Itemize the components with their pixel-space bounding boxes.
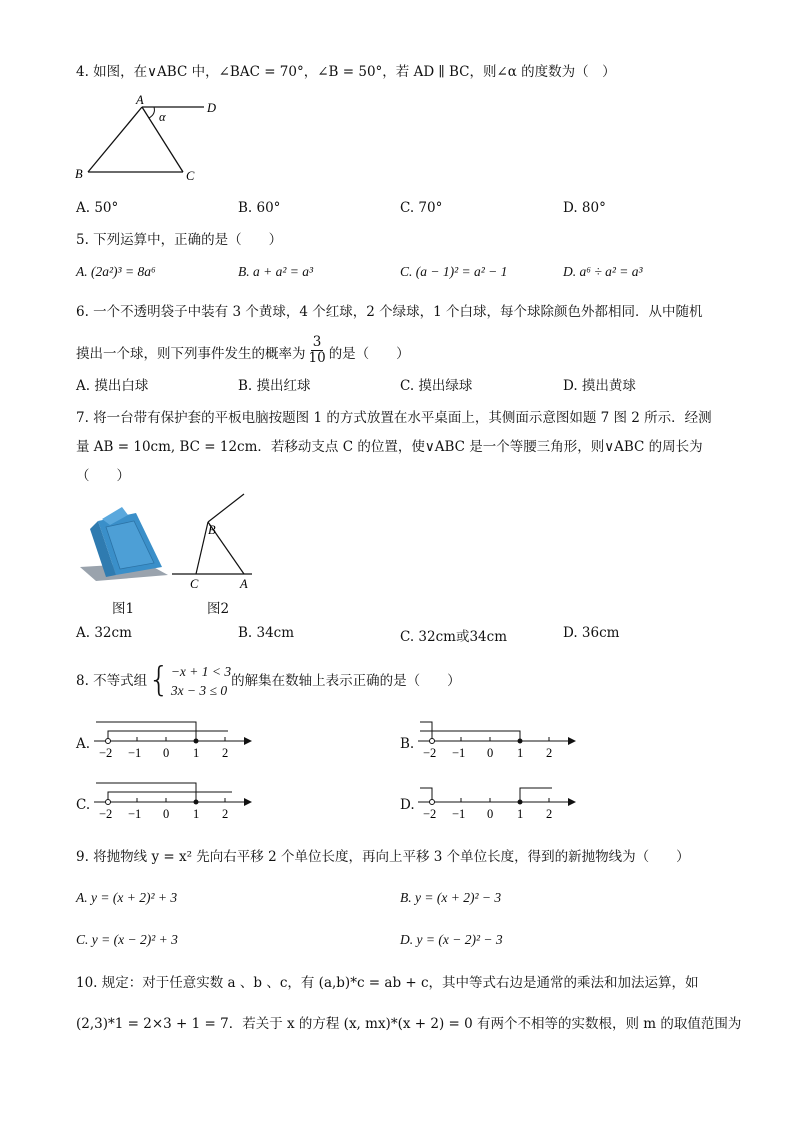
q8c-closed-dot xyxy=(194,800,199,805)
q10-line1: 10. 规定：对于任意实数 a 、b 、c，有 (a,b)*c = ab + c，其中等式右边是通常的乘法和加法运算，如 xyxy=(76,975,699,991)
q8-option-a-letter[interactable]: A. xyxy=(76,736,91,752)
q7-tablet-extension xyxy=(208,494,244,522)
q8c-open-dot xyxy=(106,800,111,805)
q8a-label-1: 1 xyxy=(193,746,200,759)
q8-ineq1: −x + 1 < 3 xyxy=(170,664,232,679)
q4-label-c: C xyxy=(186,169,195,183)
q8-system xyxy=(171,662,231,700)
q4-option-d[interactable]: D. 80° xyxy=(563,200,606,216)
q8d-label-0: 0 xyxy=(487,807,494,820)
q4-label-d: D xyxy=(207,101,217,115)
q8a-region-lower xyxy=(108,731,228,741)
q9-option-b[interactable]: B. y = (x + 2)² − 3 xyxy=(400,890,502,905)
q8-option-c-letter[interactable]: C. xyxy=(76,797,91,813)
q8-option-b-number-line[interactable] xyxy=(416,715,576,759)
q8c-label-1: 1 xyxy=(193,807,200,820)
q8a-label-0: 0 xyxy=(163,746,170,759)
q4-label-a: A xyxy=(136,93,144,107)
q8d-arrow xyxy=(568,798,576,806)
q4-text: 4. 如图，在∨ABC 中，∠BAC = 70°，∠B = 50°，若 AD ∥ BC，则∠α 的度数为（ ） xyxy=(76,64,616,80)
q8b-label-1: 1 xyxy=(517,746,524,759)
q8b-label-0: 0 xyxy=(487,746,494,759)
q7-label-a: A xyxy=(240,577,248,591)
q8c-label-0: 0 xyxy=(163,807,170,820)
q8c-label-2: 2 xyxy=(222,807,229,820)
q8a-label-m2: −2 xyxy=(99,746,113,759)
q8d-label-2: 2 xyxy=(546,807,553,820)
q7-stand-bc xyxy=(196,522,208,574)
q8a-label-2: 2 xyxy=(222,746,229,759)
q9-option-c[interactable]: C. y = (x − 2)² + 3 xyxy=(76,932,178,947)
q4-side-ab xyxy=(88,107,142,172)
q7-option-d[interactable]: D. 36cm xyxy=(563,625,620,641)
q4-label-b: B xyxy=(75,167,83,181)
q8b-label-m1: −1 xyxy=(452,746,466,759)
q5-option-d[interactable]: D. a⁶ ÷ a² = a³ xyxy=(563,264,643,279)
q9-option-a[interactable]: A. y = (x + 2)² + 3 xyxy=(76,890,178,905)
q7-line2: 量 AB = 10cm, BC = 12cm．若移动支点 C 的位置，使∨ABC 是一个等腰三角形，则∨ABC 的周长为 xyxy=(76,439,703,455)
q8-option-c-number-line[interactable] xyxy=(92,776,252,820)
q7-line3: （ ） xyxy=(76,468,130,484)
q6-option-a[interactable]: A. 摸出白球 xyxy=(76,378,149,394)
q7-fig1-tablet-photo xyxy=(76,505,172,585)
q4-option-a[interactable]: A. 50° xyxy=(76,200,119,216)
q8d-closed-dot xyxy=(518,800,523,805)
q6-option-b[interactable]: B. 摸出红球 xyxy=(238,378,311,394)
q8d-open-dot xyxy=(430,800,435,805)
q6-option-c[interactable]: C. 摸出绿球 xyxy=(400,378,473,394)
q6-fraction xyxy=(309,335,326,366)
q8a-arrow xyxy=(244,737,252,745)
q5-option-b[interactable]: B. a + a² = a³ xyxy=(238,264,314,279)
q4-triangle-figure xyxy=(70,92,230,184)
q6-option-d[interactable]: D. 摸出黄球 xyxy=(563,378,636,394)
q8b-arrow xyxy=(568,737,576,745)
q8b-label-m2: −2 xyxy=(423,746,437,759)
q6-line2 xyxy=(76,334,410,369)
q7-fig1-caption: 图1 xyxy=(112,601,135,617)
q8a-label-m1: −1 xyxy=(128,746,142,759)
q10-line2: (2,3)*1 = 2×3 + 1 = 7．若关于 x 的方程 (x, mx)*(x + 2) = 0 有两个不相等的实数根，则 m 的取值范围为 xyxy=(76,1016,742,1032)
q4-alpha-arc xyxy=(149,107,154,118)
q6-frac-num: 3 xyxy=(312,334,322,350)
q7-option-c[interactable]: C. 32cm或34cm xyxy=(400,629,508,645)
q8-system-brace: { xyxy=(148,660,170,700)
q6-line2-before: 摸出一个球，则下列事件发生的概率为 xyxy=(76,345,306,362)
q7-fig2-diagram xyxy=(168,488,258,592)
q8d-label-1: 1 xyxy=(517,807,524,820)
q5-option-c[interactable]: C. (a − 1)² = a² − 1 xyxy=(400,264,508,279)
q7-option-b[interactable]: B. 34cm xyxy=(238,625,295,641)
q7-label-b: B xyxy=(208,523,216,537)
q8-text-before: 8. 不等式组 xyxy=(76,673,148,689)
q8b-open-dot xyxy=(430,739,435,744)
q8a-open-dot xyxy=(106,739,111,744)
q8-option-a-number-line[interactable] xyxy=(92,715,252,759)
q8-option-d-letter[interactable]: D. xyxy=(400,797,415,813)
q6-frac-den: 10 xyxy=(308,350,326,366)
q7-line1: 7. 将一台带有保护套的平板电脑按题图 1 的方式放置在水平桌面上，其侧面示意图如题 7 图 2 所示．经测 xyxy=(76,410,712,426)
q7-option-a[interactable]: A. 32cm xyxy=(76,625,132,641)
q8-text-after: 的解集在数轴上表示正确的是（ ） xyxy=(231,673,461,689)
q4-label-alpha: α xyxy=(159,110,166,124)
q8c-region-lower xyxy=(108,792,232,802)
q8-option-b-letter[interactable]: B. xyxy=(400,736,415,752)
q4-option-b[interactable]: B. 60° xyxy=(238,200,281,216)
q8-text xyxy=(76,662,461,700)
q8b-closed-dot xyxy=(518,739,523,744)
q9-option-d[interactable]: D. y = (x − 2)² − 3 xyxy=(400,932,503,947)
q8c-label-m1: −1 xyxy=(128,807,142,820)
q5-text: 5. 下列运算中，正确的是（ ） xyxy=(76,232,283,248)
q8d-label-m2: −2 xyxy=(423,807,437,820)
q8-ineq2: 3x − 3 ≤ 0 xyxy=(170,683,228,698)
q7-fig2-caption: 图2 xyxy=(207,601,230,617)
q8c-label-m2: −2 xyxy=(99,807,113,820)
q5-option-a[interactable]: A. (2a²)³ = 8a⁶ xyxy=(76,264,156,279)
q7-label-c: C xyxy=(190,577,199,591)
q9-text: 9. 将抛物线 y = x² 先向右平移 2 个单位长度，再向上平移 3 个单位长度，得到的新抛物线为（ ） xyxy=(76,849,690,865)
q8d-region-right xyxy=(520,788,552,802)
q8-option-d-number-line[interactable] xyxy=(416,776,576,820)
q8d-label-m1: −1 xyxy=(452,807,466,820)
q8c-arrow xyxy=(244,798,252,806)
q6-line1: 6. 一个不透明袋子中装有 3 个黄球，4 个红球，2 个绿球，1 个白球，每个球除颜色外都相同．从中随机 xyxy=(76,304,703,320)
q6-line2-after: 的是（ ） xyxy=(328,345,410,362)
q8b-label-2: 2 xyxy=(546,746,553,759)
q8b-region-lower xyxy=(420,731,520,741)
q4-option-c[interactable]: C. 70° xyxy=(400,200,443,216)
q8a-closed-dot xyxy=(194,739,199,744)
